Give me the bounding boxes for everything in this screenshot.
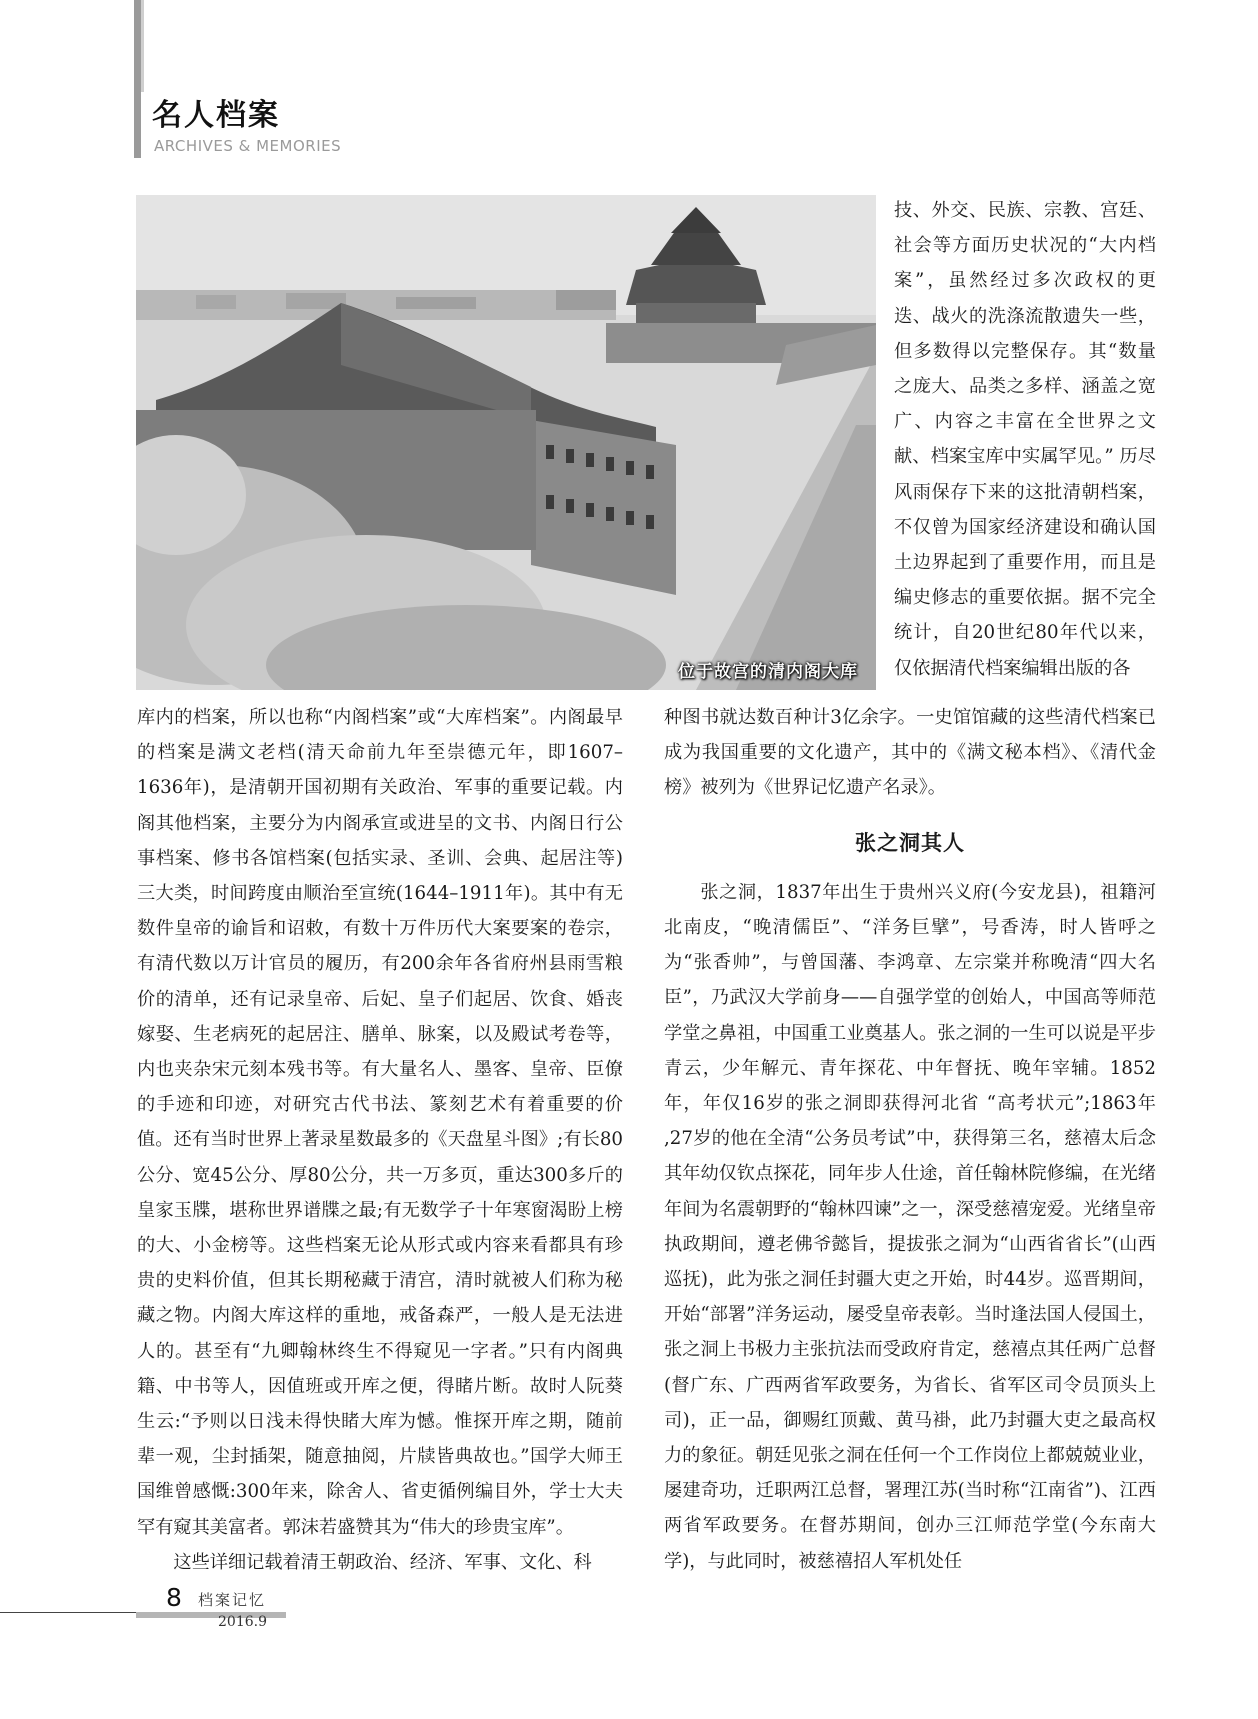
header-accent-bar (134, 0, 141, 158)
page-number: 8 (166, 1583, 182, 1612)
article-paragraph: 种图书就达数百种计3亿余字。一史馆馆藏的这些清代档案已成为我国重要的文化遗产，其中的《满文秘本档》、《清代金榜》被列为《世界记忆遗产名录》。 (664, 707, 1156, 799)
article-paragraph: 张之洞，1837年出生于贵州兴义府(今安龙县)，祖籍河北南皮，“晚清儒臣”、“洋务巨擘”，号香涛，时人皆呼之为“张香帅”，与曾国藩、李鸿章、左宗棠并称晚清“四大名臣”，乃武汉大学前身——自强学堂的创始人，中国高等师范学堂之鼻祖，中国重工业奠基人。张之洞的一生可以说是平步青云，少年解元、青年探花、中年督抚、晚年宰辅。1852年，年仅16岁的张之洞即获得河北省 “高考状元”;1863年 ,27岁的他在全清“公务员考试”中，获得第三名，慈禧太后念其年幼仅钦点探花，同年步人仕途，首任翰林院修编，在光绪年间为名震朝野的“翰林四谏”之一，深受慈禧宠爱。光绪皇帝执政期间，遵老佛爷懿旨，提拔张之洞为“山西省省长”(山西巡抚)，此为张之洞任封疆大吏之开始，时44岁。巡晋期间，开始“部署”洋务运动，屡受皇帝表彰。当时逢法国人侵国土，张之洞上书极力主张抗法而受政府肯定，慈禧点其任两广总督(督广东、广西两省军政要务，为省长、省军区司令员顶头上司)，正一品，御赐红顶戴、黄马褂，此乃封疆大吏之最高权力的象征。朝廷见张之洞在任何一个工作岗位上都兢兢业业，屡建奇功，迁职两江总督，署理江苏(当时称“江南省”)、江西两省军政要务。在督苏期间，创办三江师范学堂(今东南大学)，与此同时，被慈禧招人军机处任 (664, 881, 1156, 1572)
photo-illustration (136, 195, 876, 690)
magazine-name: 档案记忆 (198, 1591, 267, 1609)
article-right-column (664, 700, 1156, 1579)
section-subtitle: ARCHIVES & MEMORIES (154, 137, 342, 155)
forbidden-city-archive-photo (136, 195, 876, 690)
article-paragraph: 这些详细记载着清王朝政治、经济、军事、文化、科 (173, 1551, 592, 1573)
article-paragraph: 库内的档案，所以也称“内阁档案”或“大库档案”。内阁最早的档案是满文老档(清天命前九年至崇德元年，即1607–1636年)，是清朝开国初期有关政治、军事的重要记载。内阁其他档案，主要分为内阁承宣或进呈的文书、内阁日行公事档案、修书各馆档案(包括实录、圣训、会典、起居注等)三大类，时间跨度由顺治至宣统(1644–1911年)。其中有无数件皇帝的谕旨和诏敕，有数十万件历代大案要案的卷宗，有清代数以万计官员的履历，有200余年各省府州县雨雪粮价的清单，还有记录皇帝、后妃、皇子们起居、饮食、婚丧嫁娶、生老病死的起居注、膳单、脉案，以及殿试考卷等，内也夹杂宋元刻本残书等。有大量名人、墨客、皇帝、臣僚的手迹和印迹，对研究古代书法、篆刻艺术有着重要的价值。还有当时世界上著录星数最多的《天盘星斗图》;有长80公分、宽45公分、厚80公分，共一万多页，重达300多斤的皇家玉牒，堪称世界谱牒之最;有无数学子十年寒窗渴盼上榜的大、小金榜等。这些档案无论从形式或内容来看都具有珍贵的史料价值，但其长期秘藏于清宫，清时就被人们称为秘藏之物。内阁大库这样的重地，戒备森严，一般人是无法进人的。甚至有“九卿翰林终生不得窥见一字者。”只有内阁典籍、中书等人，因值班或开库之便，得睹片断。故时人阮葵生云:“予则以日浅未得快睹大库为憾。惟探开库之期，随前辈一观，尘封插架，随意抽阅，片牍皆典故也。”国学大师王国维曾感慨:300年来，除舍人、省吏循例编目外，学士大夫罕有窥其美富者。郭沫若盛赞其为“伟大的珍贵宝库”。 (137, 707, 623, 1538)
article-left-column (137, 700, 623, 1580)
photo-caption: 位于故宫的清内阁大库 (678, 662, 858, 682)
section-title: 名人档案 (152, 98, 280, 133)
issue-date: 2016.9 (218, 1614, 267, 1630)
article-column-wrap (894, 193, 1156, 686)
article-paragraph: 技、外交、民族、宗教、宫廷、社会等方面历史状况的“大内档案”，虽然经过多次政权的更迭、战火的洗涤流散遗失一些，但多数得以完整保存。其“数量之庞大、品类之多样、涵盖之宽广、内容之丰富在全世界之文献、档案宝库中实属罕见。” 历尽风雨保存下来的这批清朝档案，不仅曾为国家经济建设和确认国土边界起到了重要作用，而且是编史修志的重要依据。据不完全统计，自20世纪80年代以来，仅依据清代档案编辑出版的各 (894, 200, 1156, 679)
header-accent-bar-light (141, 0, 144, 92)
section-heading: 张之洞其人 (855, 830, 965, 855)
